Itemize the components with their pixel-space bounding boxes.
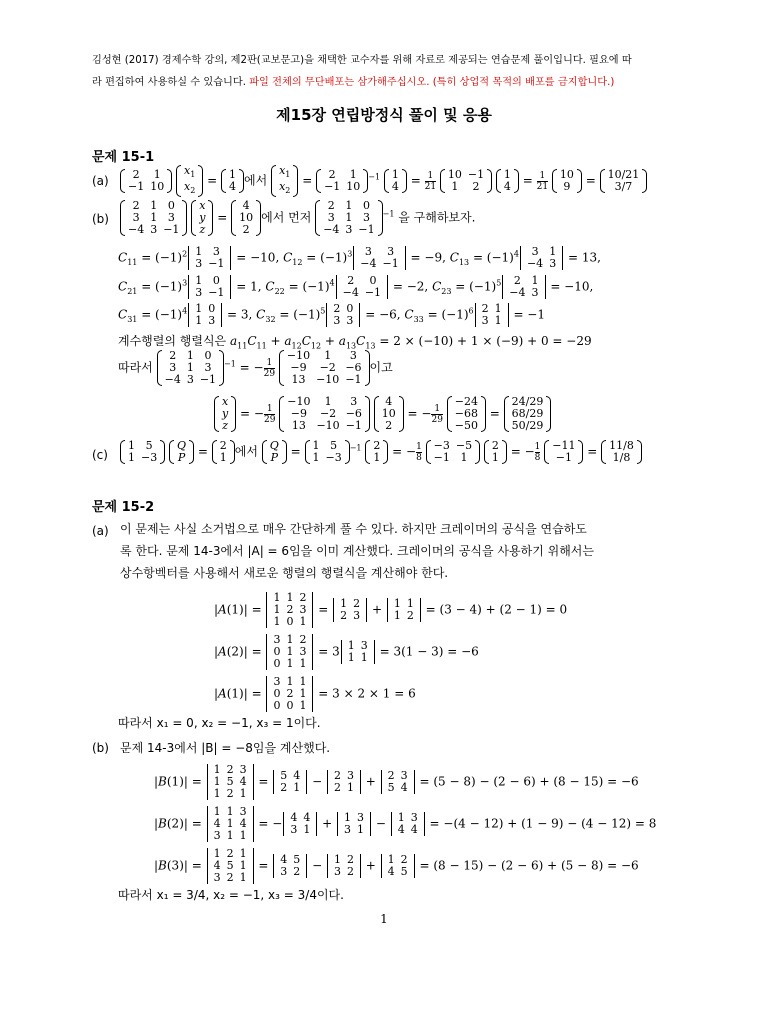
p2b-result: 따라서 x₁ = 3/4, x₂ = −1, x₃ = 3/4이다. xyxy=(118,888,344,902)
copyright-header xyxy=(92,50,682,94)
intro-text-2: 을 구해하보자. xyxy=(398,210,476,225)
then-text: 이고 xyxy=(369,360,393,375)
equation-15-1b: 2 1 0 3 1 3 −4 3 −1 x y z = 4 10 2 에서 먼저 2 1 0 3 1 3 −4 3 −1 $^{-1}$ 을 구해하보자. xyxy=(120,200,475,236)
p2a-line-1: 이 문제는 사실 소거법으로 매우 간단하게 풀 수 있다. 하지만 크레이머의 공식을 연습하도 xyxy=(120,522,587,536)
part-label-b-2: (b) xyxy=(92,741,109,755)
cofactor-row-3: $C_{31} = (-1)^4$ 1 0 1 3 = 3, $C_{32} = (-1)^5$ 2 0 3 3 = −6, $C_{33} = (-1)^6$ 2 1 3 1 = −1 xyxy=(118,302,545,327)
part-label-a: (a) xyxy=(92,174,109,188)
inverse-line: 따라서 2 1 0 3 1 3 −4 3 −1 $^{-1}$ = − $\frac{1}{29}$ −10 1 3 −9 −2 −6 13 −10 −1 이고 xyxy=(118,349,393,386)
part-label-a-2: (a) xyxy=(92,524,109,538)
p2a-paragraph xyxy=(120,518,680,584)
part-label-c: (c) xyxy=(92,448,108,462)
intro-text: 에서 먼저 xyxy=(261,210,312,225)
equation-15-1c: 1 5 1 −3 Q P = 2 1 에서 Q P = 1 5 1 −3 $^{-1}$ 2 1 = − $\frac{1}{8}$ −3 −5 −1 1 2 1 = − $\frac{1}{8}$ −11 −1 = 11/8 1/8 xyxy=(120,440,642,464)
p2a-result: 따라서 x₁ = 0, x₂ = −1, x₃ = 1이다. xyxy=(118,716,321,730)
page-number: 1 xyxy=(380,912,388,926)
det-B1: |B(1)| = 1 2 3 1 5 4 1 2 1 = 5 4 2 1 − 2 3 2 1 + 2 3 5 4 = (5 − 8) − (2 − 6) + (8 − 15) = −6 xyxy=(154,763,639,800)
header-warning: 파일 전체의 무단배포는 삼가해주십시오. (특히 상업적 목적의 배포를 금지합니다.) xyxy=(249,77,615,88)
in-text: 에서 xyxy=(244,173,268,188)
p2a-line-3: 상수항벡터를 사용해서 새로운 행렬의 행렬식을 계산해야 한다. xyxy=(120,566,449,580)
solution-15-1b: x y z = − $\frac{1}{29}$ −10 1 3 −9 −2 −6 13 −10 −1 4 10 2 = − $\frac{1}{29}$ −24 −68 −50 = 24/29 68/29 50/29 xyxy=(214,396,551,432)
problem-heading-15-2: 문제 15-2 xyxy=(92,500,155,515)
part-label-b: (b) xyxy=(92,212,109,226)
thus-text: 따라서 xyxy=(118,360,153,375)
p2b-intro: 문제 14-3에서 |B| = −8임을 계산했다. xyxy=(120,741,331,755)
problem-heading-15-1: 문제 15-1 xyxy=(92,150,155,165)
cofactor-row-2: $C_{21} = (-1)^3$ 1 0 3 −1 = 1, $C_{22} = (-1)^4$ 2 0 −4 −1 = −2, $C_{23} = (-1)^5$ 2 1 −4 3 = −10, xyxy=(118,274,594,299)
det-A3: |A(1)| = 3 1 1 0 2 1 0 0 1 = 3 × 2 × 1 = 6 xyxy=(214,675,416,712)
det-A2: |A(2)| = 3 1 2 0 1 3 0 1 1 = 3 1 3 1 1 = 3(1 − 3) = −6 xyxy=(214,633,479,670)
header-line-1: 김성현 (2017) 경제수학 강의, 제2판(교보문고)을 채택한 교수자를 위해 자료로 제공되는 연습문제 풀이입니다. 필요에 따 xyxy=(92,55,632,66)
det-B2: |B(2)| = 1 1 3 4 1 4 3 1 1 = − 4 4 3 1 + 1 3 3 1 − 1 3 4 4 = −(4 − 12) + (1 − 9) − (4 − 12) = 8 xyxy=(154,805,657,842)
det-A1: |A(1)| = 1 1 2 1 2 3 1 0 1 = 1 2 2 3 + 1 1 1 2 = (3 − 4) + (2 − 1) = 0 xyxy=(214,591,568,628)
chapter-title: 제15장 연립방정식 풀이 및 응용 xyxy=(276,106,492,124)
cofactor-row-1: $C_{11} = (-1)^2$ 1 3 3 −1 = −10, $C_{12} = (-1)^3$ 3 3 −4 −1 = −9, $C_{13} = (-1)^4$ 3 1 −4 3 = 13, xyxy=(118,245,601,270)
p2a-line-2: 록 한다. 문제 14-3에서 |A| = 6임을 이미 계산했다. 크레이머의 공식을 사용하기 위해서는 xyxy=(120,544,594,558)
header-line-2-text: 라 편집하여 사용하실 수 있습니다. xyxy=(92,77,250,88)
in-text-c: 에서 xyxy=(234,444,258,459)
equation-15-1a: 2 1 −1 10 $x_1$ $x_2$ = 1 4 에서 $x_1$ $x_2$ = 2 1 −1 10 $^{-1}$ 1 4 = $\frac{1}{21}$ 10 −1 1 2 1 4 = $\frac{1}{21}$ 10 9 = 10/21 3/7 xyxy=(120,165,647,197)
determinant-line: 계수행렬의 행렬식은 $a_{11}C_{11} + a_{12}C_{12} + a_{13}C_{13} = 2 \times (-10) + 1 \times (-9) + 0 = -29$ xyxy=(118,334,592,351)
header-line-2 xyxy=(92,72,682,94)
det-text: 계수행렬의 행렬식은 xyxy=(118,334,227,348)
det-B3: |B(3)| = 1 2 1 4 5 1 3 2 1 = 4 5 3 2 − 1 2 3 2 + 1 2 4 5 = (8 − 15) − (2 − 6) + (5 − 8) = −6 xyxy=(154,847,639,884)
